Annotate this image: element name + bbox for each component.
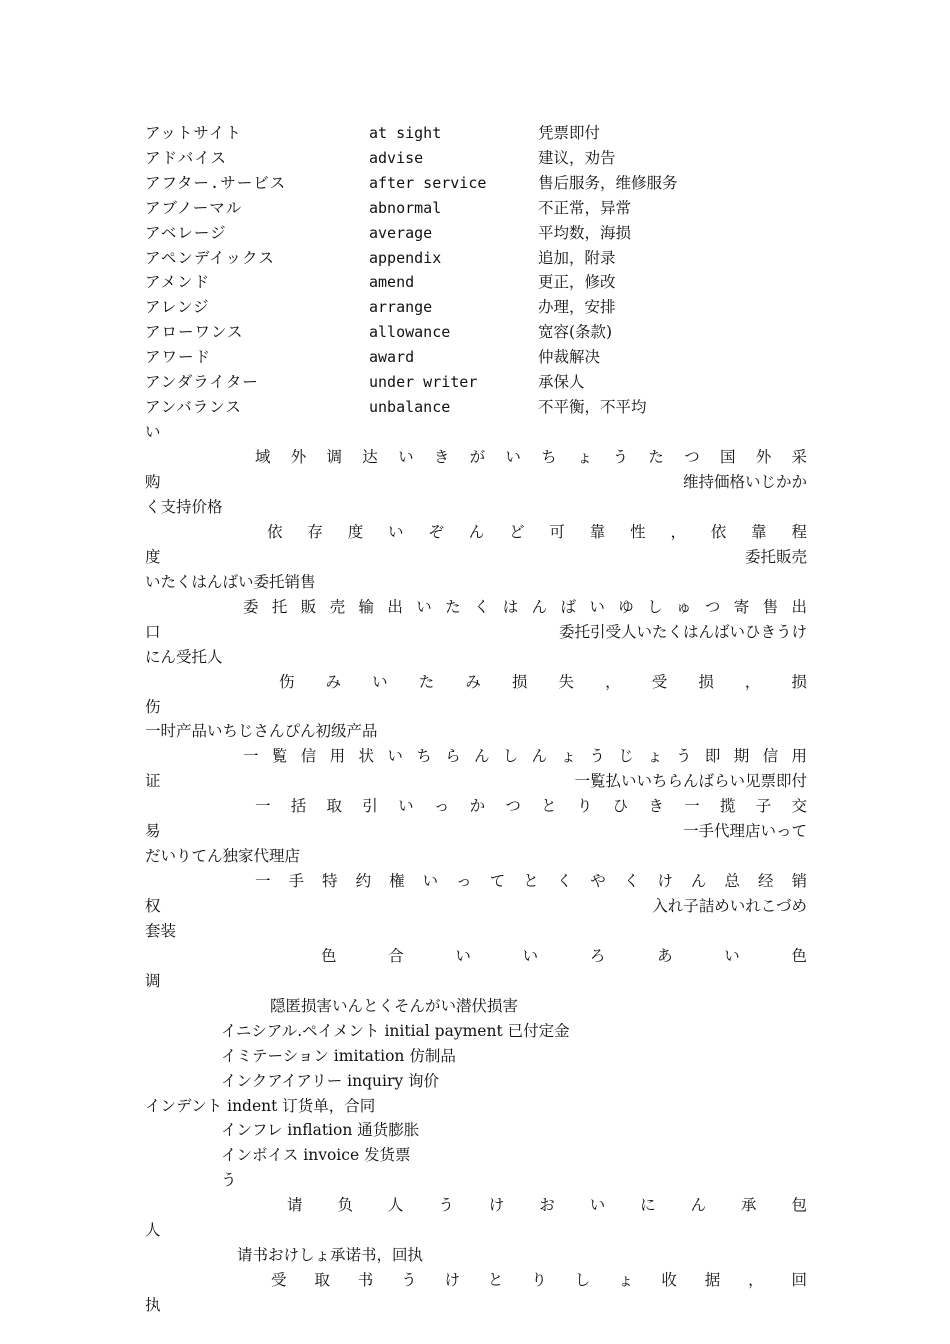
text-line: にん受托人 xyxy=(145,648,223,666)
text-line: 色 合 い い ろ あ い 色 xyxy=(321,947,807,965)
text-line: 隠匿损害いんとくそんがい潜伏损害 xyxy=(270,997,519,1015)
text-line: 执 xyxy=(145,1296,161,1314)
text-line: 一 括 取 引 い っ か つ と り ひ き 一 揽 子 交 xyxy=(255,797,808,815)
glossary-term-english: advise xyxy=(369,149,424,167)
glossary-term-kana: アローワンス xyxy=(145,323,244,341)
text-line: 度 xyxy=(145,548,161,566)
glossary-term-chinese: 更正，修改 xyxy=(538,273,616,291)
text-line: だいりてん独家代理店 xyxy=(145,847,301,865)
text-line: 一 手 特 约 権 い っ て と く や く け ん 总 经 销 xyxy=(255,872,807,890)
text-line: インデント indent 订货单，合同 xyxy=(145,1097,376,1115)
text-line: イミテーション imitation 仿制品 xyxy=(221,1047,456,1065)
glossary-term-kana: アペンデイックス xyxy=(145,249,275,267)
glossary-term-english: arrange xyxy=(369,298,433,316)
glossary-term-kana: アレンジ xyxy=(145,298,210,316)
glossary-term-english: allowance xyxy=(369,323,451,341)
glossary-term-english: average xyxy=(369,224,433,242)
glossary-term-kana: アドバイス xyxy=(145,149,228,167)
glossary-term-chinese: 仲裁解决 xyxy=(538,348,601,366)
text-line: 伤 xyxy=(145,698,161,716)
text-line: いたくはんばい委托销售 xyxy=(145,573,316,591)
text-line: 委托販売 xyxy=(744,548,807,566)
glossary-term-english: amend xyxy=(369,273,415,291)
glossary-term-kana: アベレージ xyxy=(145,224,227,242)
text-line: 一 覧 信 用 状 い ち ら ん し ん ょ う じ ょ う 即 期 信 用 xyxy=(243,747,807,765)
glossary-term-chinese: 平均数，海损 xyxy=(538,224,632,242)
glossary-term-chinese: 办理，安排 xyxy=(538,298,616,316)
glossary-term-english: unbalance xyxy=(369,398,451,416)
text-line: イニシアル.ペイメント initial payment 已付定金 xyxy=(221,1022,570,1040)
text-line: 请书おけしょ承诺书，回执 xyxy=(237,1246,424,1264)
glossary-term-kana: アンダライター xyxy=(145,373,259,391)
glossary-term-kana: アブノーマル xyxy=(145,199,243,217)
text-line: 维持価格いじかか xyxy=(682,473,807,491)
text-line: 域 外 调 达 い き が い ち ょ う た つ 国 外 采 xyxy=(255,448,808,466)
glossary-term-chinese: 追加，附录 xyxy=(538,249,616,267)
text-line: 入れ子詰めいれこづめ xyxy=(652,897,807,915)
text-line: 一时产品いちじさんぴん初级产品 xyxy=(145,722,378,740)
text-line: 权 xyxy=(145,897,161,915)
text-line: 受 取 书 う け と り し ょ 收 据 ， 回 xyxy=(271,1271,808,1289)
text-line: 一手代理店いって xyxy=(682,822,807,840)
glossary-term-chinese: 承保人 xyxy=(538,373,585,391)
glossary-term-chinese: 宽容(条款) xyxy=(538,323,613,341)
glossary-term-english: abnormal xyxy=(369,199,442,217)
glossary-term-kana: アンバランス xyxy=(145,398,242,416)
glossary-term-kana: アットサイト xyxy=(145,124,242,142)
glossary-term-english: at sight xyxy=(369,124,442,142)
glossary-term-chinese: 不正常，异常 xyxy=(538,199,632,217)
glossary-term-english: after service xyxy=(369,174,487,192)
text-line: 委 托 販 売 输 出 い た く は ん ば い ゆ し ゅ つ 寄 售 出 xyxy=(243,598,807,616)
text-line: く支持价格 xyxy=(145,498,223,516)
text-line: 依 存 度 い ぞ ん ど 可 靠 性 ， 依 靠 程 xyxy=(267,523,807,541)
text-line: 证 xyxy=(145,772,161,790)
glossary-term-chinese: 不平衡，不平均 xyxy=(538,398,647,416)
section-heading-i: い xyxy=(145,423,161,441)
text-line: 请 负 人 う け お い に ん 承 包 xyxy=(287,1196,807,1214)
text-line: 委托引受人いたくはんばいひきうけ xyxy=(558,623,807,641)
text-line: 伤 み い た み 损 失 ， 受 损 ， 损 xyxy=(279,673,807,691)
section-heading-u: う xyxy=(221,1171,237,1189)
glossary-term-chinese: 售后服务，维修服务 xyxy=(538,174,678,192)
text-line: 一覧払いいちらんばらい见票即付 xyxy=(574,772,807,790)
glossary-term-chinese: 建议，劝告 xyxy=(538,149,616,167)
text-line: 口 xyxy=(145,623,161,641)
text-line: インボイス invoice 发货票 xyxy=(221,1146,411,1164)
glossary-term-kana: アフター.サービス xyxy=(145,174,287,192)
glossary-term-kana: アワード xyxy=(145,348,212,366)
text-line: インクアイアリー inquiry 询价 xyxy=(221,1072,440,1090)
text-line: 调 xyxy=(145,972,161,990)
glossary-term-english: under writer xyxy=(369,373,478,391)
text-line: 购 xyxy=(145,473,161,491)
text-line: 易 xyxy=(145,822,161,840)
text-line: 套装 xyxy=(145,922,177,940)
glossary-term-english: appendix xyxy=(369,249,442,267)
glossary-term-kana: アメンド xyxy=(145,273,211,291)
text-line: インフレ inflation 通货膨胀 xyxy=(221,1121,420,1139)
glossary-term-english: award xyxy=(369,348,415,366)
text-line: 人 xyxy=(145,1221,161,1239)
glossary-term-chinese: 凭票即付 xyxy=(538,124,601,142)
